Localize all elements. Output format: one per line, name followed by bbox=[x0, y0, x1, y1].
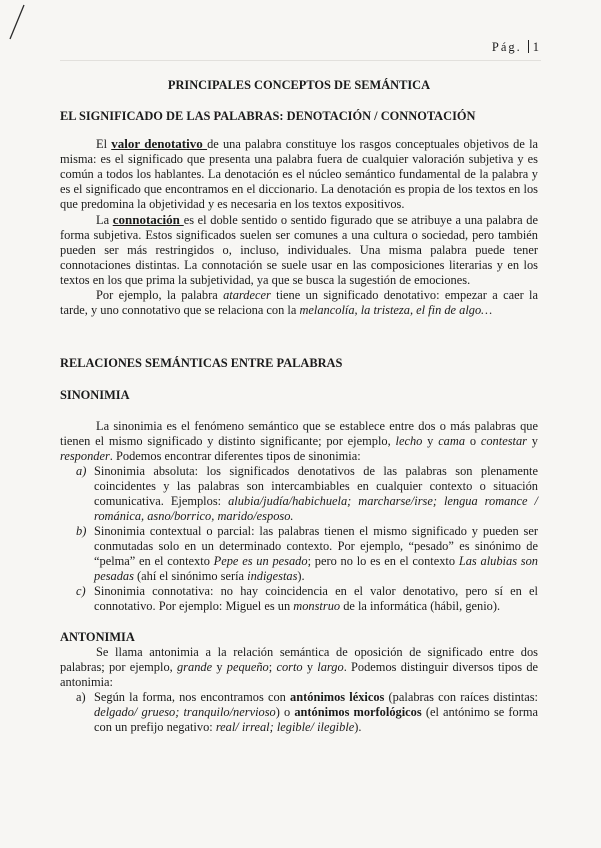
antonimia-types-list bbox=[74, 690, 538, 735]
list-item-sinonimia-absoluta: a) Sinonimia absoluta: los significados denotativos de las palabras son plenamente coincidentes y las palabras son intercambiables en cualquier contexto o situación comunicativa. Ejemplos: alubia/judía/habichuela; marcharse/irse; lengua romance / románica, asno/borrico, marido/esposo. bbox=[76, 464, 538, 523]
section-heading-relaciones: RELACIONES SEMÁNTICAS ENTRE PALABRAS bbox=[60, 356, 343, 370]
page-number: 1 bbox=[532, 40, 541, 54]
paragraph-ejemplo: Por ejemplo, la palabra atardecer tiene un significado denotativo: empezar a caer la tarde, y uno connotativo que se relaciona con la melancolía, la tristeza, el fin de algo… bbox=[60, 288, 538, 317]
paragraph-connotacion: La connotación es el doble sentido o sentido figurado que se atribuye a una palabra de forma subjetiva. Estos significados suelen ser comunes a una cultura o sociedad, pero también pueden ser más restringidos o, incluso, individuales. Una misma palabra puede tener connotaciones distintas. La connotación se suele usar en las composiciones literarias y en los textos en los que prima la subjetividad, ya que se busca la sugestión de emociones. bbox=[60, 212, 539, 287]
term-connotacion: connotación bbox=[112, 212, 184, 227]
term-antonimos-lexicos: antónimos léxicos bbox=[290, 690, 385, 704]
paragraph-denotacion: El valor denotativo de una palabra constituye los rasgos conceptuales objetivos de la misma: es el significado que presenta una palabra fuera de cualquier valoración subjetiva y es común a todos los hablantes. La denotación es el núcleo semántico fundamental de la palabra y es el significado que encontramos en el diccionario. La denotación es propia de los textos en los que predomina la objetividad y es necesaria en los textos expositivos. bbox=[60, 136, 539, 211]
sinonimia-types-list bbox=[74, 464, 538, 614]
subheading-antonimia: ANTONIMIA bbox=[60, 630, 135, 644]
list-item-antonimia-forma: a) Según la forma, nos encontramos con antónimos léxicos (palabras con raíces distintas: delgado/ grueso; tranquilo/nervioso) o antónimos morfológicos (el antónimo se forma con un prefijo negativo: real/ irreal; legible/ ilegible). bbox=[76, 690, 539, 734]
term-antonimos-morfologicos: antónimos morfológicos bbox=[294, 705, 422, 719]
list-item-sinonimia-contextual: b) Sinonimia contextual o parcial: las palabras tienen el mismo significado y pueden ser conmutadas solo en un determinado contexto. Por ejemplo, “pesado” es sinónimo de “pelma” en el contexto Pepe es un pesado; pero no lo es en el contexto Las alubias son pesadas (ahí el sinónimo sería indigestas). bbox=[76, 524, 538, 583]
document-body bbox=[60, 78, 538, 735]
header-rule bbox=[60, 60, 541, 61]
page-label: Pág. bbox=[491, 40, 522, 54]
pen-stroke-mark bbox=[4, 2, 28, 42]
page-separator bbox=[528, 40, 529, 53]
page-number-header bbox=[492, 40, 541, 55]
term-valor-denotativo: valor denotativo bbox=[111, 136, 208, 151]
section-heading-significado: EL SIGNIFICADO DE LAS PALABRAS: DENOTACIÓN / CONNOTACIÓN bbox=[60, 109, 476, 123]
paragraph-sinonimia-intro: La sinonimia es el fenómeno semántico que se establece entre dos o más palabras que tienen el mismo significado y distinto significante; por ejemplo, lecho y cama o contestar y responder. Podemos encontrar diferentes tipos de sinonimia: bbox=[60, 419, 538, 463]
paragraph-antonimia-intro: Se llama antonimia a la relación semántica de oposición de significado entre dos palabras; por ejemplo, grande y pequeño; corto y largo. Podemos distinguir diversos tipos de antonimia: bbox=[60, 645, 539, 689]
document-title: PRINCIPALES CONCEPTOS DE SEMÁNTICA bbox=[167, 78, 431, 92]
list-item-sinonimia-connotativa: c) Sinonimia connotativa: no hay coincidencia en el valor denotativo, pero sí en el connotativo. Por ejemplo: Miguel es un monstruo de la informática (hábil, genio). bbox=[76, 584, 538, 613]
subheading-sinonimia: SINONIMIA bbox=[60, 388, 130, 402]
